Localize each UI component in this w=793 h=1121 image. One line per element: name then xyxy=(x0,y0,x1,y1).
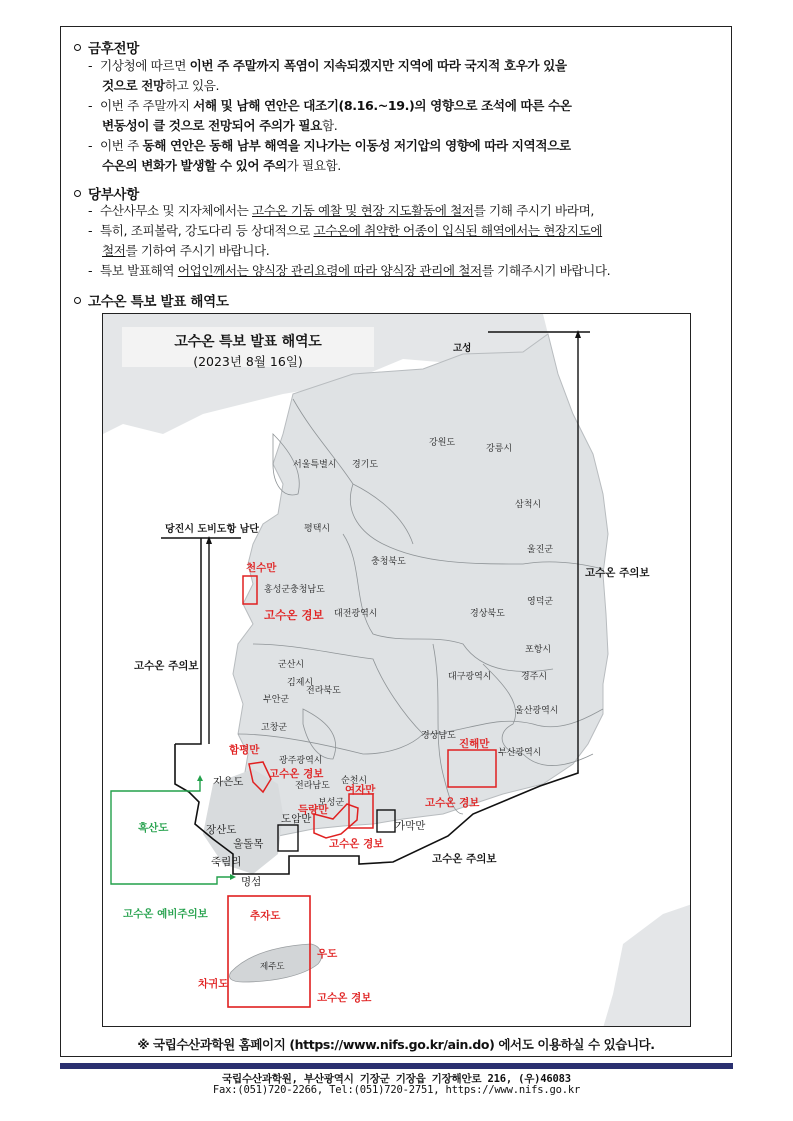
text-run: 를 기해 주시기 바라며, xyxy=(473,203,594,218)
label-yeojaman: 여자만 xyxy=(345,784,376,796)
label-gochang: 고창군 xyxy=(261,723,288,733)
text-run: 를 기해주시기 바랍니다. xyxy=(481,263,611,278)
label-gimje: 김제시 xyxy=(287,678,314,688)
text-run: 기상청에 따르면 xyxy=(100,58,190,73)
footer-bar xyxy=(60,1063,733,1069)
label-chagwido: 차귀도 xyxy=(198,978,229,990)
text-run: 특보 발표해역 xyxy=(100,263,178,278)
outlook-item-continuation xyxy=(88,116,720,136)
text-run: 수산사무소 및 지자체에서는 xyxy=(100,203,252,218)
label-goseong: 고성 xyxy=(453,343,472,354)
label-buan: 부안군 xyxy=(263,695,290,705)
text-run: 가 필요함. xyxy=(286,158,341,173)
label-warning-hampyeongman: 고수온 경보 xyxy=(269,768,324,780)
text-run: 고수온 기동 예찰 및 현장 지도활동에 철저 xyxy=(252,203,474,218)
requests-heading xyxy=(74,183,139,203)
dash-bullet: - xyxy=(88,58,93,73)
dash-bullet: - xyxy=(88,203,93,218)
label-uldolmok: 울돌목 xyxy=(233,838,264,850)
outlook-item-continuation xyxy=(88,76,720,96)
outlook-item xyxy=(88,136,720,156)
map-heading xyxy=(74,290,229,310)
label-jeju: 제주도 xyxy=(260,962,285,972)
label-myeongseom: 명섬 xyxy=(241,876,262,888)
map-section-title: 고수온 특보 발표 해역도 xyxy=(88,294,229,310)
label-gyeongnam: 경상남도 xyxy=(421,731,456,741)
label-gamakman: 가막만 xyxy=(395,820,426,832)
text-run: 철저 xyxy=(102,243,126,258)
label-daejeon: 대전광역시 xyxy=(334,609,378,619)
homepage-note: ※ 국립수산과학원 홈페이지 (https://www.nifs.go.kr/ain.do) 에서도 이용하실 수 있습니다. xyxy=(137,1037,655,1052)
label-gyeonggi: 경기도 xyxy=(352,460,379,470)
label-jeonnam: 전라남도 xyxy=(295,781,330,791)
text-run: 특히, 조피볼락, 강도다리 등 상대적으로 xyxy=(100,223,314,238)
bullet-icon xyxy=(74,190,81,197)
label-chungnam: 충청남도 xyxy=(290,585,325,595)
label-pre-advisory: 고수온 예비주의보 xyxy=(123,908,208,920)
text-run: 이번 주 주말까지 xyxy=(100,98,194,113)
footer-address: 국립수산과학원, 부산광역시 기장군 기장읍 기장해안로 216, (우)46083 xyxy=(222,1073,571,1085)
label-yeongdeok: 영덕군 xyxy=(527,597,554,607)
label-advisory-west: 고수온 주의보 xyxy=(134,660,199,672)
bullet-icon xyxy=(74,44,81,51)
text-run: 고수온에 취약한 어종이 입식된 해역에서는 현장지도에 xyxy=(313,223,603,238)
label-gangwon: 강원도 xyxy=(429,438,456,448)
outlook-title: 금후전망 xyxy=(88,41,139,57)
text-run: 수온의 변화가 발생할 수 있어 주의 xyxy=(102,158,287,173)
request-item xyxy=(88,261,720,281)
label-busan: 부산광역시 xyxy=(498,748,542,758)
alert-map xyxy=(102,313,691,1027)
label-warning-jinhaeman: 고수온 경보 xyxy=(425,797,480,809)
label-hampyeongman: 함평만 xyxy=(229,744,260,756)
label-chungbuk: 충청북도 xyxy=(371,557,406,567)
outlook-heading xyxy=(74,37,139,57)
text-run: 하고 있음. xyxy=(164,78,220,93)
label-advisory-south: 고수온 주의보 xyxy=(432,853,497,865)
map-date: (2023년 8월 16일) xyxy=(193,354,303,369)
label-heuksando: 흑산도 xyxy=(138,822,169,834)
requests-title: 당부사항 xyxy=(88,187,139,203)
label-warning-south: 고수온 경보 xyxy=(329,838,384,850)
label-ulsan: 울산광역시 xyxy=(515,706,559,716)
label-gyeongju: 경주시 xyxy=(521,672,548,682)
text-run: 변동성이 클 것으로 전망되어 주의가 필요 xyxy=(102,118,322,133)
dash-bullet: - xyxy=(88,263,93,278)
label-samcheok: 삼척시 xyxy=(515,500,542,510)
label-jangsando: 장산도 xyxy=(206,824,237,836)
label-warning-cheonsuman: 고수온 경보 xyxy=(264,608,324,622)
text-run: 동해 연안은 동해 남부 해역을 지나가는 이동성 저기압의 영향에 따라 지역적으로 xyxy=(142,138,571,153)
outlook-list xyxy=(88,56,720,176)
label-pyeongtaek: 평택시 xyxy=(304,524,331,534)
text-run: 어업인께서는 양식장 관리요령에 따라 양식장 관리에 철저 xyxy=(177,263,482,278)
footer-contact: Fax:(051)720-2266, Tel:(051)720-2751, https://www.nifs.go.kr xyxy=(212,1084,581,1096)
label-cheonsuman: 천수만 xyxy=(246,562,277,574)
outlook-item-continuation xyxy=(88,156,720,176)
label-udo: 우도 xyxy=(317,948,338,960)
text-run: 함. xyxy=(321,118,338,133)
label-daegu: 대구광역시 xyxy=(448,672,492,682)
text-run: 서해 및 남해 연안은 대조기(8.16.~19.)의 영향으로 조석에 따른 수온 xyxy=(193,98,572,113)
label-jinhaeman: 진해만 xyxy=(459,738,490,750)
label-gwangju: 광주광역시 xyxy=(279,756,323,766)
label-advisory-east: 고수온 주의보 xyxy=(585,567,650,579)
label-hongseong: 홍성군 xyxy=(264,585,291,595)
text-run: 를 기하여 주시기 바랍니다. xyxy=(125,243,270,258)
label-jeonbuk: 전라북도 xyxy=(306,686,341,696)
request-item-continuation xyxy=(88,241,720,261)
dash-bullet: - xyxy=(88,138,93,153)
label-gangneung: 강릉시 xyxy=(486,444,513,454)
requests-list xyxy=(88,201,720,281)
label-dangjin: 당진시 도비도항 남단 xyxy=(165,524,259,535)
label-pohang: 포항시 xyxy=(525,645,552,655)
outlook-item xyxy=(88,96,720,116)
outlook-item xyxy=(88,56,720,76)
label-doamman: 도암만 xyxy=(281,813,312,825)
dash-bullet: - xyxy=(88,98,93,113)
label-uljin: 울진군 xyxy=(527,545,554,555)
text-run: 것으로 전망 xyxy=(102,78,165,93)
label-jungnimri: 죽림리 xyxy=(211,856,242,868)
label-seoul: 서울특별시 xyxy=(293,460,337,470)
map-title-box xyxy=(122,327,374,367)
label-suncheon: 순천시 xyxy=(341,776,368,786)
label-gunsan: 군산시 xyxy=(278,660,305,670)
label-jaeundo: 자은도 xyxy=(213,776,244,788)
dash-bullet: - xyxy=(88,223,93,238)
request-item xyxy=(88,201,720,221)
bullet-icon xyxy=(74,297,81,304)
label-deungnyangman: 득량만 xyxy=(298,804,329,816)
label-gyeongbuk: 경상북도 xyxy=(470,609,505,619)
map-title: 고수온 특보 발표 해역도 xyxy=(174,334,322,350)
text-run: 이번 주 주말까지 폭염이 지속되겠지만 지역에 따라 국지적 호우가 있을 xyxy=(189,58,567,73)
request-item xyxy=(88,221,720,241)
label-warning-jeju: 고수온 경보 xyxy=(317,992,372,1004)
text-run: 이번 주 xyxy=(100,138,143,153)
label-chujado: 추자도 xyxy=(250,910,281,922)
label-boseong: 보성군 xyxy=(318,798,345,808)
